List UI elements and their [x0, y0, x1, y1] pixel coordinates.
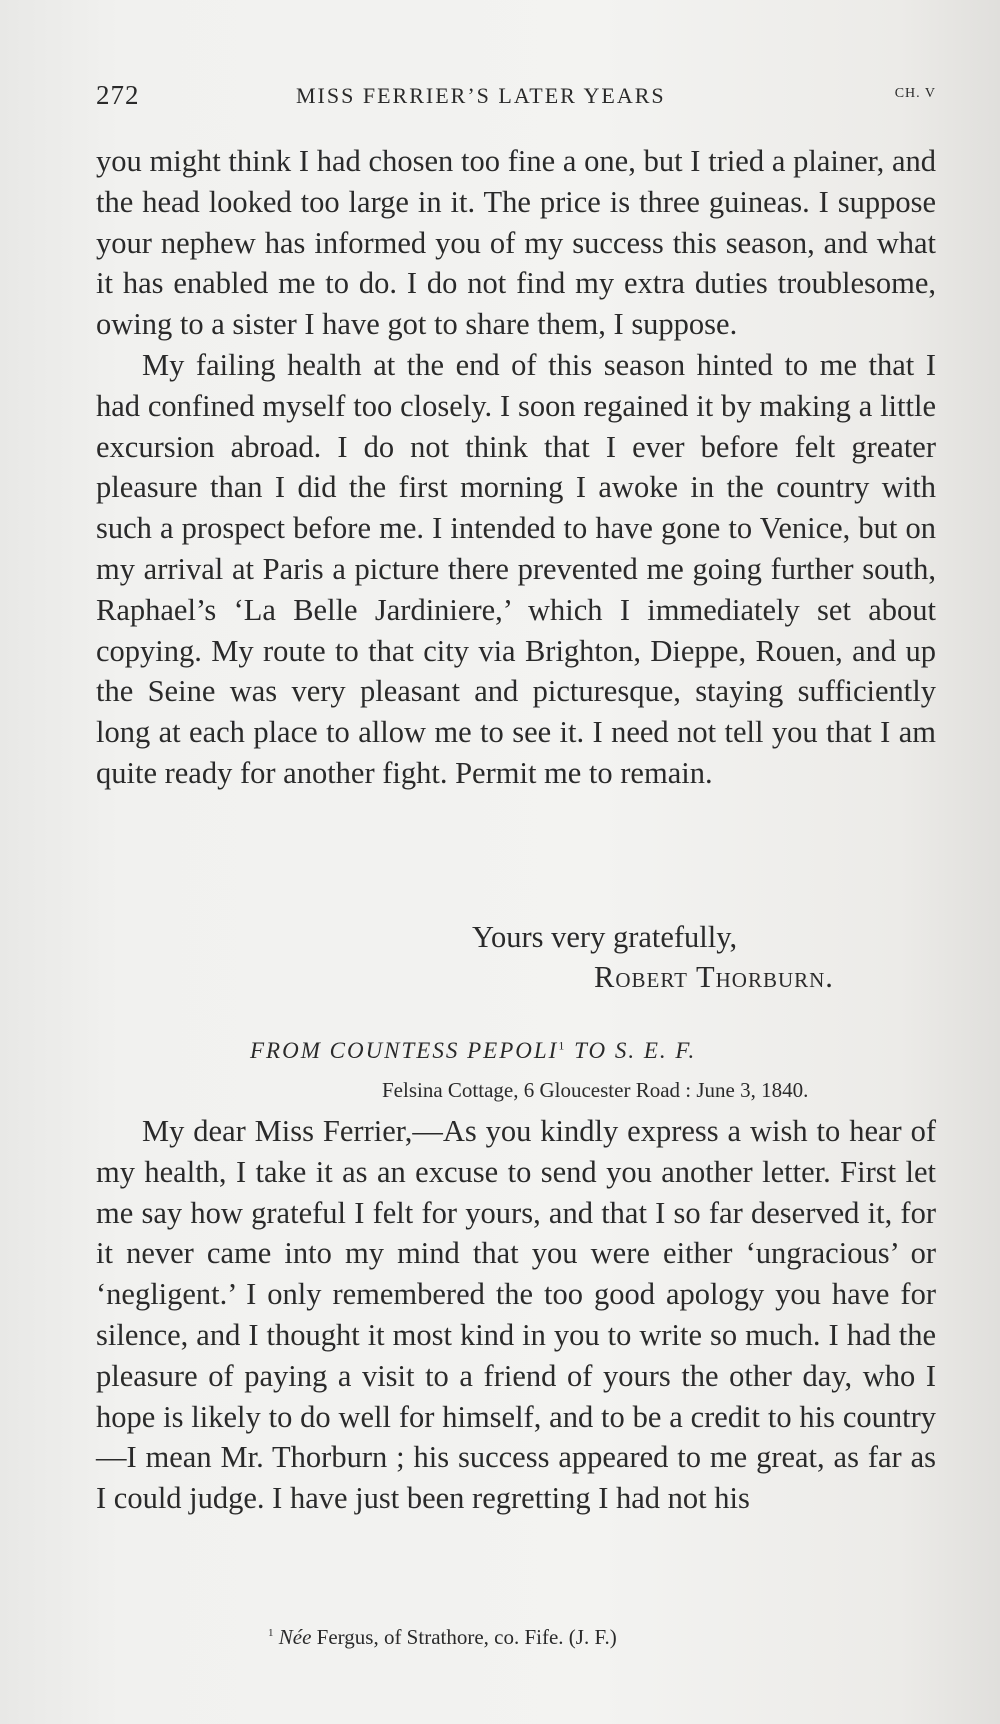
letter-dateline: Felsina Cottage, 6 Gloucester Road : June 3, 1840.	[382, 1078, 809, 1102]
running-head	[96, 80, 936, 120]
letter-closing: Yours very gratefully,	[472, 920, 738, 954]
running-title: MISS FERRIER’S LATER YEARS	[296, 83, 666, 108]
footnote-text: Fergus, of Strathore, co. Fife. (J. F.)	[311, 1625, 617, 1649]
letter-heading-from: FROM COUNTESS PEPOLI	[250, 1038, 559, 1063]
letter-paragraph: My dear Miss Ferrier,—As you kindly express a wish to hear of my health, I take it as an excuse to send you another letter. First let me say how grateful I felt for yours, and that I so far deserved it, for it never came into my mind that you were either ‘ungracious’ or ‘negligent.’ I only remembered the too good apology you have for silence, and I thought it most kind in you to write so much. I had the pleasure of paying a visit to a friend of yours the other day, who I hope is likely to do well for himself, and to be a credit to his country—I mean Mr. Thorburn ; his success appeared to me great, as far as I could judge. I have just been regretting I had not his	[96, 1114, 936, 1516]
page-number: 272	[96, 80, 140, 110]
letter-thorburn-body	[96, 141, 936, 794]
footnote-nee: Née	[278, 1625, 312, 1649]
letter-signature: Robert Thorburn.	[594, 960, 834, 994]
footnote	[268, 1625, 617, 1650]
letter-heading-to: TO S. E. F.	[566, 1038, 697, 1063]
letter-heading	[250, 1038, 696, 1064]
letter-paragraph: you might think I had chosen too fine a one, but I tried a plainer, and the head looked too large in it. The price is three guineas. I suppose your nephew has informed you of my success this season, and what it has enabled me to do. I do not find my extra duties troublesome, owing to a sister I have got to share them, I suppose.	[96, 144, 936, 342]
letter-pepoli-body	[96, 1111, 936, 1519]
letter-paragraph: My failing health at the end of this season hinted to me that I had confined myself too closely. I soon regained it by making a little excursion abroad. I do not think that I ever before felt greater pleasure than I did the first morning I awoke in the country with such a prospect before me. I intended to have gone to Venice, but on my arrival at Paris a picture there prevented me going further south, Raphael’s ‘La Belle Jardiniere,’ which I immediately set about copying. My route to that city via Brighton, Dieppe, Rouen, and up the Seine was very pleasant and picturesque, staying sufficiently long at each place to allow me to see it. I need not tell you that I am quite ready for another fight. Permit me to remain.	[96, 347, 936, 790]
footnote-number: 1	[268, 1627, 274, 1639]
footnote-marker: 1	[558, 1038, 567, 1053]
chapter-reference: CH. V	[894, 86, 936, 101]
